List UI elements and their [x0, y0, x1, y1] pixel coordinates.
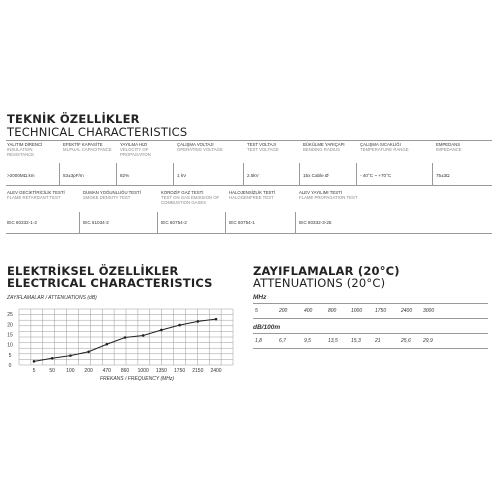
table-divider [243, 163, 244, 185]
y-tick-label: 10 [7, 342, 13, 349]
data-point [197, 320, 200, 323]
data-point [51, 357, 54, 360]
spec-value: >2000MΩ.km [7, 173, 35, 178]
x-tick-label: 860 [120, 368, 130, 374]
attenuation-title-en: ATTENUATIONS (20°C) [253, 276, 386, 290]
spec-value: 15x Cable Ø [303, 173, 329, 178]
table-rule [253, 348, 488, 349]
mhz-value: 2400 [401, 308, 413, 314]
spec-value: - 40°C ~ +70°C [360, 173, 392, 178]
spec-label-en: FLAME RETARDANT TEST [7, 195, 61, 200]
x-tick-label: 2400 [210, 368, 222, 374]
spec-label-en: BENDING RADIUS [303, 147, 341, 152]
spec-label-tr: KOROZİF GAZ TESTİ [161, 190, 204, 195]
spec-label-en: FLAME PROPAGATION TEST [299, 195, 358, 200]
spec-label-en: HALOGENFREE TEST [229, 195, 274, 200]
y-tick-label: 25 [7, 312, 13, 319]
table-rule [6, 233, 492, 234]
data-point [33, 360, 36, 363]
x-tick-label: 2150 [192, 368, 204, 374]
db-value: 6,7 [279, 338, 286, 344]
table-rule [253, 318, 488, 319]
attenuation-chart [0, 288, 245, 388]
mhz-value: 200 [279, 308, 288, 314]
spec-value: IEC 60754-2 [161, 220, 187, 225]
spec-label-en: TEST ON GAS EMISSION OF COMBUSTION GASES [161, 195, 220, 205]
spec-label-tr: ÇALIŞMA VOLTAJI [177, 142, 214, 147]
db-value: 21 [375, 338, 381, 344]
x-tick-label: 100 [66, 368, 75, 374]
spec-label-tr: BÜKÜLME YARIÇAPI [303, 142, 345, 147]
spec-label-tr: ÇALIŞMA SICAKLIĞI [360, 142, 401, 147]
spec-value: 75±3Ω [436, 173, 450, 178]
db-value: 15,3 [351, 338, 361, 344]
spec-label-en: MUTUAL CAPACITANCE [63, 147, 112, 152]
db-value: 9,5 [304, 338, 311, 344]
spec-value: 1 kV [177, 173, 187, 178]
spec-label [7, 190, 65, 200]
mhz-value: 5 [255, 308, 258, 314]
spec-label [436, 142, 462, 152]
table-divider [79, 212, 80, 233]
db-value: 25,6 [401, 338, 411, 344]
data-point [160, 329, 163, 332]
mhz-label: MHz [253, 294, 267, 301]
db-value: 1,8 [255, 338, 262, 344]
data-point [106, 343, 109, 346]
table-divider [59, 163, 60, 185]
x-tick-label: 50 [49, 368, 55, 374]
spec-label [360, 142, 409, 152]
table-divider [157, 212, 158, 233]
data-point [142, 334, 145, 337]
table-rule [6, 185, 492, 186]
mhz-value: 1750 [375, 308, 387, 314]
table-divider [295, 212, 296, 233]
spec-label-tr: DUMAN YOĞUNLUĞU TESTİ [83, 190, 141, 195]
spec-label-tr: EMPEDANS [436, 142, 461, 147]
y-tick-label: 5 [8, 352, 12, 359]
spec-label-en: TEST VOLTAGE [247, 147, 279, 152]
spec-label-en: INSULATION RESISTANCE [7, 147, 35, 157]
db-value: 29,9 [423, 338, 433, 344]
spec-label [63, 142, 112, 152]
table-divider [225, 212, 226, 233]
data-point [69, 354, 72, 357]
mhz-value: 1000 [351, 308, 363, 314]
spec-label [247, 142, 279, 152]
x-tick-label: 200 [84, 368, 93, 374]
table-rule [253, 303, 488, 304]
spec-label-tr: YAYILMA HIZI [120, 142, 148, 147]
mhz-value: 800 [328, 308, 337, 314]
db-value: 13,5 [328, 338, 338, 344]
attenuation-title-tr: ZAYIFLAMALAR (20°C) [253, 264, 400, 278]
technical-title-tr: TEKNİK ÖZELLİKLER [7, 112, 140, 126]
data-point [178, 324, 181, 327]
y-tick-label: 15 [7, 332, 13, 339]
spec-label-en: TEMPERATURE RANGE [360, 147, 409, 152]
spec-value: IEC 60332-3-25 [299, 220, 332, 225]
x-tick-label: 470 [102, 368, 111, 374]
data-point [215, 318, 218, 321]
x-tick-label: 1750 [174, 368, 186, 374]
spec-label [161, 190, 225, 205]
spec-label [177, 142, 223, 152]
spec-label [7, 142, 59, 157]
spec-label-tr: EFEKTİF KAPASİTE [63, 142, 103, 147]
electrical-title-en: ELECTRICAL CHARACTERISTICS [7, 276, 213, 290]
spec-value: 82% [120, 173, 130, 178]
table-divider [116, 163, 117, 185]
table-divider [173, 163, 174, 185]
spec-value: 2.5kV [247, 173, 259, 178]
spec-label [229, 190, 275, 200]
spec-label-tr: HALOJENSİZLİK TESTİ [229, 190, 276, 195]
spec-label [299, 190, 358, 200]
technical-title-en: TECHNICAL CHARACTERISTICS [7, 125, 188, 139]
spec-label-tr: YALITIM DİRENCİ [7, 142, 43, 147]
spec-label-tr: ALEV GECİKTİRİCİLİK TESTİ [7, 190, 65, 195]
attenuation-line [34, 319, 216, 361]
y-tick-label: 0 [8, 363, 12, 369]
table-divider [356, 163, 357, 185]
electrical-title-tr: ELEKTRİKSEL ÖZELLİKLER [7, 264, 179, 278]
table-divider [432, 163, 433, 185]
table-rule [253, 333, 488, 334]
spec-label-en: SMOKE DENSITY TEST [83, 195, 131, 200]
spec-label-en: OPERATING VOLTAGE [177, 147, 223, 152]
y-tick-label: 20 [7, 322, 13, 329]
y-axis-label: ZAYIFLAMALAR / ATTENUATIONS (dB) [7, 295, 97, 301]
spec-label-tr: ALEV YAYILIMI TESTİ [299, 190, 342, 195]
db-label: dB/100m [253, 324, 281, 331]
mhz-value: 400 [304, 308, 313, 314]
spec-value: IEC 60332-1-2 [7, 220, 37, 225]
spec-label-en: VELOCITY OF PROPAGATION [120, 147, 151, 157]
spec-label-tr: TEST VOLTAJI [247, 142, 276, 147]
spec-label [303, 142, 345, 152]
table-rule [6, 140, 492, 141]
spec-label-en: IMPEDANCE [436, 147, 462, 152]
spec-value: IEC 60754-1 [229, 220, 255, 225]
spec-value: 53±3pF/m [63, 173, 84, 178]
x-tick-label: 1350 [155, 368, 167, 374]
x-tick-label: 1000 [137, 368, 149, 374]
x-axis-label: FREKANS / FREQUENCY (MHz) [100, 376, 175, 382]
data-point [87, 350, 90, 353]
x-tick-label: 5 [32, 368, 36, 374]
spec-value: IEC 61034-2 [83, 220, 109, 225]
mhz-value: 3000 [423, 308, 435, 314]
spec-label [83, 190, 141, 200]
spec-label [120, 142, 173, 157]
table-divider [299, 163, 300, 185]
data-point [124, 336, 127, 339]
